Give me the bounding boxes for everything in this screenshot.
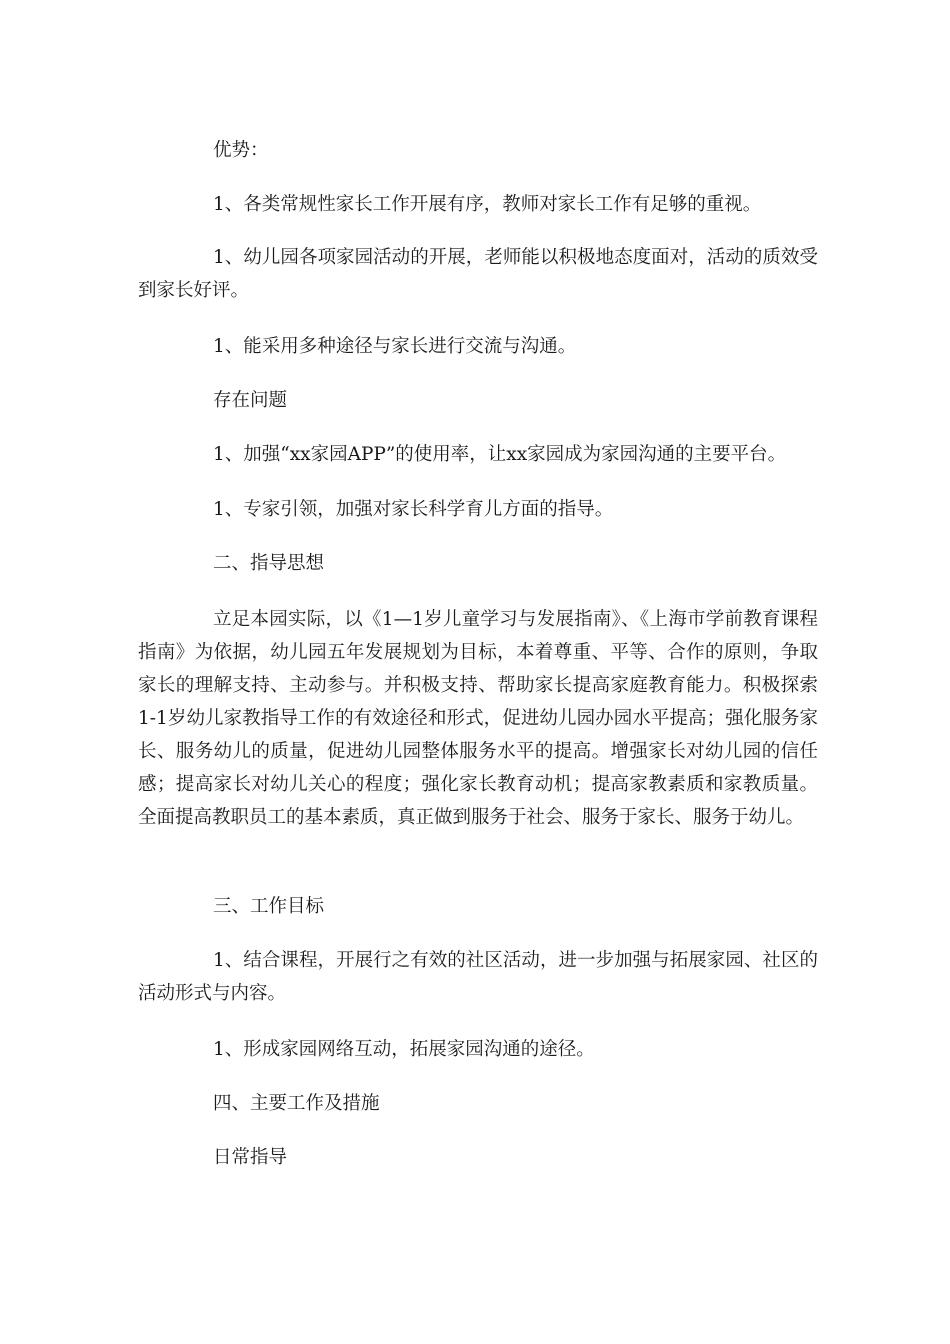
heading-advantages: 优势：	[213, 140, 269, 161]
heading-main-work: 四、主要工作及措施	[213, 1093, 380, 1114]
heading-guiding-ideology: 二、指导思想	[213, 553, 325, 574]
paragraph-advantage-1: 1、各类常规性家长工作开展有序，教师对家长工作有足够的重视。	[213, 194, 762, 215]
paragraph-guiding-ideology: 立足本园实际，以《1—1岁儿童学习与发展指南》、《上海市学前教育课程指南》为依据，幼儿园五年发展规划为目标，本着尊重、平等、合作的原则，争取家长的理解支持、主动参与。并积极支持、帮助家长提高家庭教育能力。积极探索1-1岁幼儿家教指导工作的有效途径和形式，促进幼儿园办园水平提高；强化服务家长、服务幼儿的质量，促进幼儿园整体服务水平的提高。增强家长对幼儿园的信任感；提高家长对幼儿关心的程度；强化家长教育动机；提高家教素质和家教质量。全面提高教职员工的基本素质，真正做到服务于社会、服务于家长、服务于幼儿。	[138, 609, 818, 828]
paragraph-goal-2: 1、形成家园网络互动，拓展家园沟通的途径。	[213, 1039, 595, 1060]
paragraph-problem-1: 1、加强“xx家园APP”的使用率，让xx家园成为家园沟通的主要平台。	[213, 444, 787, 465]
heading-problems: 存在问题	[213, 390, 288, 411]
paragraph-goal-1: 1、结合课程，开展行之有效的社区活动，进一步加强与拓展家园、社区的活动形式与内容。	[138, 950, 818, 1004]
heading-daily-guidance: 日常指导	[213, 1147, 288, 1168]
paragraph-advantage-3: 1、能采用多种途径与家长进行交流与沟通。	[213, 336, 577, 357]
heading-work-goals: 三、工作目标	[213, 896, 325, 917]
paragraph-advantage-2: 1、幼儿园各项家园活动的开展，老师能以积极地态度面对，活动的质效受到家长好评。	[138, 247, 818, 301]
paragraph-problem-2: 1、专家引领，加强对家长科学育儿方面的指导。	[213, 499, 614, 520]
